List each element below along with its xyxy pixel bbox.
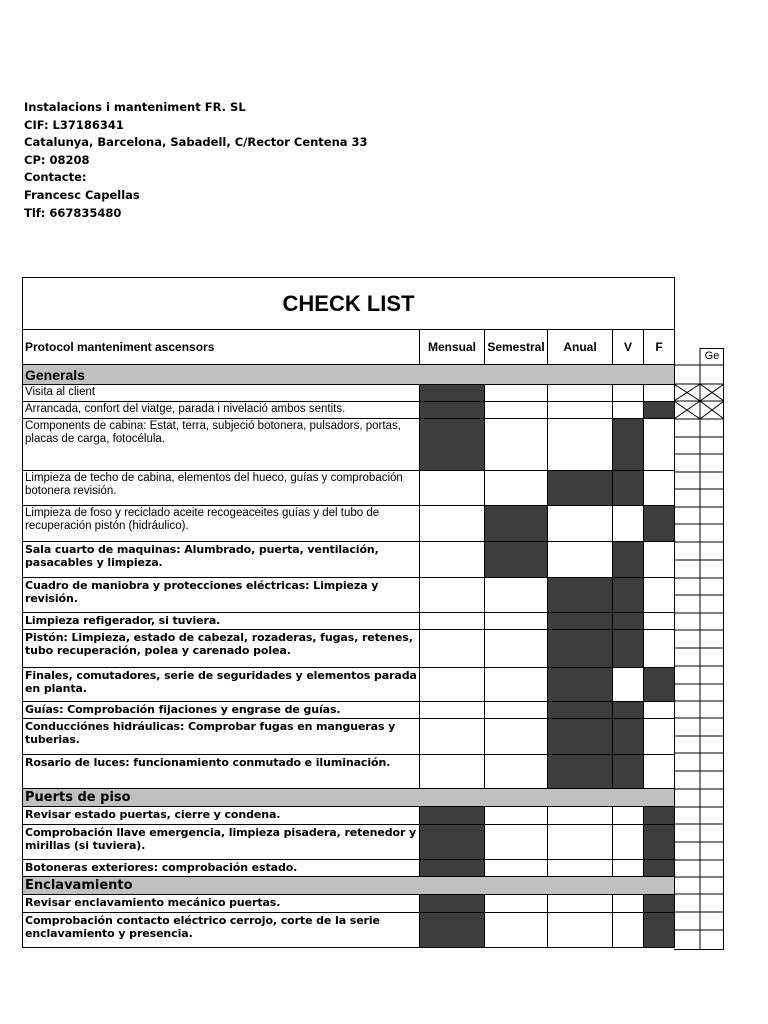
check-cell-anual-shaded	[548, 719, 613, 755]
check-cell-mensual[interactable]	[420, 630, 485, 668]
check-cell-v[interactable]	[613, 913, 644, 948]
column-header-v: V	[613, 330, 644, 365]
check-cell-v[interactable]	[613, 860, 644, 877]
check-cell-semestral[interactable]	[485, 913, 548, 948]
check-cell-semestral[interactable]	[485, 471, 548, 506]
check-cell-anual[interactable]	[548, 542, 613, 578]
check-cell-semestral[interactable]	[485, 402, 548, 419]
check-cell-f[interactable]	[644, 755, 675, 789]
check-cell-v-shaded	[613, 578, 644, 613]
check-cell-f[interactable]	[644, 471, 675, 506]
check-cell-semestral[interactable]	[485, 419, 548, 471]
checklist-row	[23, 702, 675, 719]
task-description: Guías: Comprobación fijaciones y engrase de guías.	[23, 702, 420, 719]
column-header-semestral: Semestral	[485, 330, 548, 365]
task-description: Botoneras exteriores: comprobación estado.	[23, 860, 420, 877]
check-cell-semestral[interactable]	[485, 668, 548, 702]
checklist-row	[23, 807, 675, 825]
checklist-row	[23, 419, 675, 471]
check-cell-v[interactable]	[613, 506, 644, 542]
company-info	[24, 99, 368, 222]
checklist-row	[23, 506, 675, 542]
task-description: Revisar enclavamiento mecánico puertas.	[23, 895, 420, 913]
check-cell-anual-shaded	[548, 668, 613, 702]
side-header: Ge	[704, 350, 720, 362]
checklist-row	[23, 755, 675, 789]
check-cell-v-shaded	[613, 702, 644, 719]
check-cell-f-shaded	[644, 506, 675, 542]
company-address: Catalunya, Barcelona, Sabadell, C/Rector Centena 33	[24, 135, 368, 150]
checklist-row	[23, 471, 675, 506]
check-cell-f[interactable]	[644, 578, 675, 613]
checklist-row	[23, 613, 675, 630]
check-cell-mensual[interactable]	[420, 613, 485, 630]
protocol-label: Protocol manteniment ascensors	[23, 330, 420, 365]
task-description: Finales, comutadores, serie de seguridades y elementos parada en planta.	[23, 668, 420, 702]
check-cell-f-shaded	[644, 913, 675, 948]
task-description: Visita al client	[23, 385, 420, 402]
check-cell-f[interactable]	[644, 419, 675, 471]
check-cell-semestral[interactable]	[485, 719, 548, 755]
check-cell-v[interactable]	[613, 402, 644, 419]
check-cell-mensual[interactable]	[420, 668, 485, 702]
check-cell-f-shaded	[644, 895, 675, 913]
company-postcode: CP: 08208	[24, 152, 90, 167]
check-cell-anual[interactable]	[548, 913, 613, 948]
check-cell-mensual[interactable]	[420, 702, 485, 719]
check-cell-mensual[interactable]	[420, 542, 485, 578]
check-cell-v-shaded	[613, 719, 644, 755]
task-description: Sala cuarto de maquinas: Alumbrado, puerta, ventilación, pasacables y limpieza.	[23, 542, 420, 578]
checklist-table	[22, 277, 675, 948]
checklist-row	[23, 719, 675, 755]
check-cell-f-shaded	[644, 860, 675, 877]
check-cell-f-shaded	[644, 668, 675, 702]
company-cif: CIF: L37186341	[24, 117, 124, 132]
check-cell-semestral[interactable]	[485, 825, 548, 860]
task-description: Comprobación llave emergencia, limpieza pisadera, retenedor y mirillas (si tuviera).	[23, 825, 420, 860]
check-cell-f[interactable]	[644, 542, 675, 578]
check-cell-anual-shaded	[548, 613, 613, 630]
check-cell-f[interactable]	[644, 385, 675, 402]
checklist-row	[23, 668, 675, 702]
check-cell-semestral[interactable]	[485, 755, 548, 789]
check-cell-anual[interactable]	[548, 402, 613, 419]
check-cell-semestral[interactable]	[485, 578, 548, 613]
check-cell-anual[interactable]	[548, 419, 613, 471]
checklist-row	[23, 860, 675, 877]
check-cell-anual-shaded	[548, 471, 613, 506]
task-description: Rosario de luces: funcionamiento conmutado e iluminación.	[23, 755, 420, 789]
check-cell-anual[interactable]	[548, 506, 613, 542]
check-cell-anual[interactable]	[548, 825, 613, 860]
check-cell-v[interactable]	[613, 807, 644, 825]
check-cell-f[interactable]	[644, 702, 675, 719]
check-cell-mensual[interactable]	[420, 755, 485, 789]
check-cell-v[interactable]	[613, 825, 644, 860]
check-cell-anual[interactable]	[548, 807, 613, 825]
check-cell-mensual[interactable]	[420, 578, 485, 613]
check-cell-mensual-shaded	[420, 402, 485, 419]
check-cell-anual-shaded	[548, 755, 613, 789]
task-description: Revisar estado puertas, cierre y condena.	[23, 807, 420, 825]
task-description: Conducciónes hidráulicas: Comprobar fugas en mangueras y tuberias.	[23, 719, 420, 755]
check-cell-v-shaded	[613, 471, 644, 506]
checklist-title: CHECK LIST	[23, 278, 675, 330]
company-phone: Tlf: 667835480	[24, 205, 122, 220]
check-cell-f[interactable]	[644, 630, 675, 668]
check-cell-anual[interactable]	[548, 895, 613, 913]
check-cell-mensual-shaded	[420, 860, 485, 877]
task-description: Comprobación contacto eléctrico cerrojo, corte de la serie enclavamiento y presencia.	[23, 913, 420, 948]
column-header-f: F	[644, 330, 675, 365]
check-cell-anual-shaded	[548, 630, 613, 668]
check-cell-mensual-shaded	[420, 825, 485, 860]
check-cell-semestral[interactable]	[485, 895, 548, 913]
check-cell-anual-shaded	[548, 578, 613, 613]
checklist-row	[23, 825, 675, 860]
task-description: Pistón: Limpieza, estado de cabezal, rozaderas, fugas, retenes, tubo recuperación, polea y carenado polea.	[23, 630, 420, 668]
check-cell-semestral[interactable]	[485, 630, 548, 668]
section-header: Generals	[23, 365, 675, 385]
checklist-row	[23, 630, 675, 668]
check-cell-mensual[interactable]	[420, 719, 485, 755]
check-cell-v[interactable]	[613, 668, 644, 702]
check-cell-mensual-shaded	[420, 895, 485, 913]
company-name: Instalacions i manteniment FR. SL	[24, 100, 246, 114]
task-description: Limpieza de foso y reciclado aceite recogeaceites guías y del tubo de recuperación pistón (hidráulico).	[23, 506, 420, 542]
check-cell-f-shaded	[644, 825, 675, 860]
check-cell-semestral[interactable]	[485, 860, 548, 877]
section-header: Puerts de piso	[23, 789, 675, 807]
check-cell-v-shaded	[613, 542, 644, 578]
company-contact-name: Francesc Capellas	[24, 187, 140, 202]
check-cell-mensual[interactable]	[420, 471, 485, 506]
check-cell-mensual-shaded	[420, 385, 485, 402]
check-cell-v-shaded	[613, 419, 644, 471]
checklist-row	[23, 913, 675, 948]
check-cell-anual-shaded	[548, 702, 613, 719]
company-contact-label: Contacte:	[24, 170, 87, 185]
checklist-row	[23, 578, 675, 613]
checklist-row	[23, 385, 675, 402]
check-cell-v[interactable]	[613, 895, 644, 913]
check-cell-v[interactable]	[613, 385, 644, 402]
check-cell-v-shaded	[613, 755, 644, 789]
check-cell-semestral-shaded	[485, 506, 548, 542]
task-description: Limpieza refigerador, si tuviera.	[23, 613, 420, 630]
check-cell-semestral[interactable]	[485, 385, 548, 402]
task-description: Cuadro de maniobra y protecciones eléctricas: Limpieza y revisión.	[23, 578, 420, 613]
check-cell-anual[interactable]	[548, 385, 613, 402]
check-cell-f-shaded	[644, 807, 675, 825]
check-cell-v-shaded	[613, 630, 644, 668]
section-header: Enclavamiento	[23, 877, 675, 895]
checklist-row	[23, 542, 675, 578]
check-cell-mensual-shaded	[420, 419, 485, 471]
check-cell-semestral[interactable]	[485, 613, 548, 630]
task-description: Arrancada, confort del viatge, parada i nivelació ambos sentits.	[23, 402, 420, 419]
task-description: Limpieza de techo de cabina, elementos del hueco, guías y comprobación botonera revisión.	[23, 471, 420, 506]
checklist-row	[23, 895, 675, 913]
column-header-anual: Anual	[548, 330, 613, 365]
check-cell-anual[interactable]	[548, 860, 613, 877]
check-cell-mensual[interactable]	[420, 506, 485, 542]
side-column-grid	[674, 348, 724, 950]
column-header-mensual: Mensual	[420, 330, 485, 365]
checklist-row	[23, 402, 675, 419]
check-cell-f-shaded	[644, 402, 675, 419]
check-cell-mensual-shaded	[420, 807, 485, 825]
check-cell-semestral-shaded	[485, 542, 548, 578]
check-cell-semestral[interactable]	[485, 807, 548, 825]
check-cell-mensual-shaded	[420, 913, 485, 948]
check-cell-f[interactable]	[644, 613, 675, 630]
check-cell-semestral[interactable]	[485, 702, 548, 719]
task-description: Components de cabina: Estat, terra, subjeció botonera, pulsadors, portas, placas de carga, fotocélula.	[23, 419, 420, 471]
check-cell-v-shaded	[613, 613, 644, 630]
check-cell-f[interactable]	[644, 719, 675, 755]
